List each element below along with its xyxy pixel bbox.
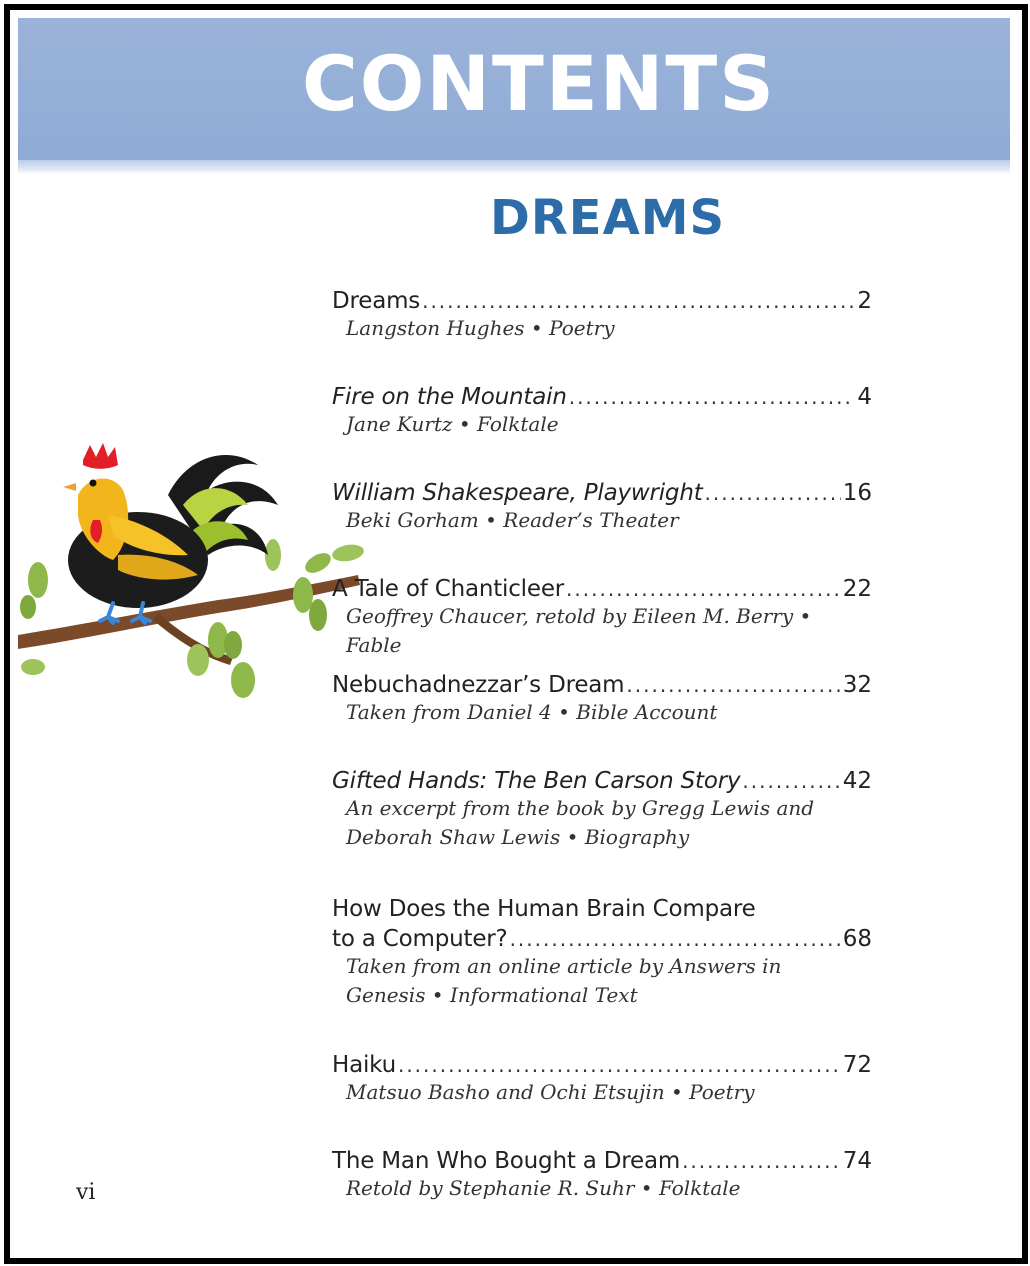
dot-leader [566, 577, 841, 601]
dot-leader [510, 927, 841, 951]
page-number: vi [76, 1180, 96, 1205]
entry-byline-line: An excerpt from the book by Gregg Lewis and [346, 796, 815, 820]
entry-page: 68 [842, 926, 872, 952]
entry-page: 22 [842, 576, 872, 602]
entry-page: 4 [857, 384, 872, 410]
page [4, 4, 1028, 1264]
toc-entry-dreams[interactable] [332, 288, 872, 343]
section-title: DREAMS [490, 190, 726, 246]
entry-byline: Jane Kurtz • Folktale [346, 412, 559, 436]
dot-leader [398, 1053, 841, 1077]
entry-page: 72 [842, 1052, 872, 1078]
entry-byline: Matsuo Basho and Ochi Etsujin • Poetry [346, 1080, 755, 1104]
entry-title: A Tale of Chanticleer [332, 576, 565, 602]
entry-byline: Beki Gorham • Reader’s Theater [346, 508, 679, 532]
toc-entry-human-brain[interactable] [332, 892, 872, 1010]
entry-title: Nebuchadnezzar’s Dream [332, 672, 625, 698]
entry-page: 42 [842, 768, 872, 794]
entry-title: Fire on the Mountain [332, 384, 567, 410]
entry-title: Dreams [332, 288, 421, 314]
entry-page: 74 [842, 1148, 872, 1174]
toc-entry-tale-of-chanticleer[interactable] [332, 576, 872, 660]
entry-byline: Taken from Daniel 4 • Bible Account [346, 700, 718, 724]
entry-page: 16 [842, 480, 872, 506]
entry-byline-line: Taken from an online article by Answers in [346, 954, 782, 978]
dot-leader [569, 385, 856, 409]
toc-entry-man-who-bought-a-dream[interactable] [332, 1148, 872, 1203]
entry-title: William Shakespeare, Playwright [332, 480, 703, 506]
entry-title: The Man Who Bought a Dream [332, 1148, 681, 1174]
toc-entry-william-shakespeare[interactable] [332, 480, 872, 535]
toc-entry-gifted-hands[interactable] [332, 768, 872, 852]
dot-leader [682, 1149, 841, 1173]
rooster-illustration [18, 435, 368, 725]
banner-stripe [18, 160, 1010, 174]
entry-byline-line: Genesis • Informational Text [346, 983, 638, 1007]
entry-title: Gifted Hands: The Ben Carson Story [332, 768, 741, 794]
toc-entry-haiku[interactable] [332, 1052, 872, 1107]
dot-leader [626, 673, 840, 697]
page-title: CONTENTS [302, 39, 776, 128]
entry-byline: Retold by Stephanie R. Suhr • Folktale [346, 1176, 741, 1200]
dot-leader [742, 769, 840, 793]
entry-title-line: How Does the Human Brain Compare [332, 896, 756, 922]
entry-byline: Langston Hughes • Poetry [346, 316, 615, 340]
dot-leader [705, 481, 841, 505]
entry-page: 2 [857, 288, 872, 314]
entry-byline-line: Deborah Shaw Lewis • Biography [346, 825, 690, 849]
dot-leader [422, 289, 855, 313]
entry-page: 32 [842, 672, 872, 698]
entry-title-line: to a Computer? [332, 926, 508, 952]
toc-entry-nebuchadnezzars-dream[interactable] [332, 672, 872, 727]
toc-entry-fire-on-the-mountain[interactable] [332, 384, 872, 439]
entry-byline: Geoffrey Chaucer, retold by Eileen M. Berry • Fable [346, 604, 812, 657]
entry-title: Haiku [332, 1052, 396, 1078]
